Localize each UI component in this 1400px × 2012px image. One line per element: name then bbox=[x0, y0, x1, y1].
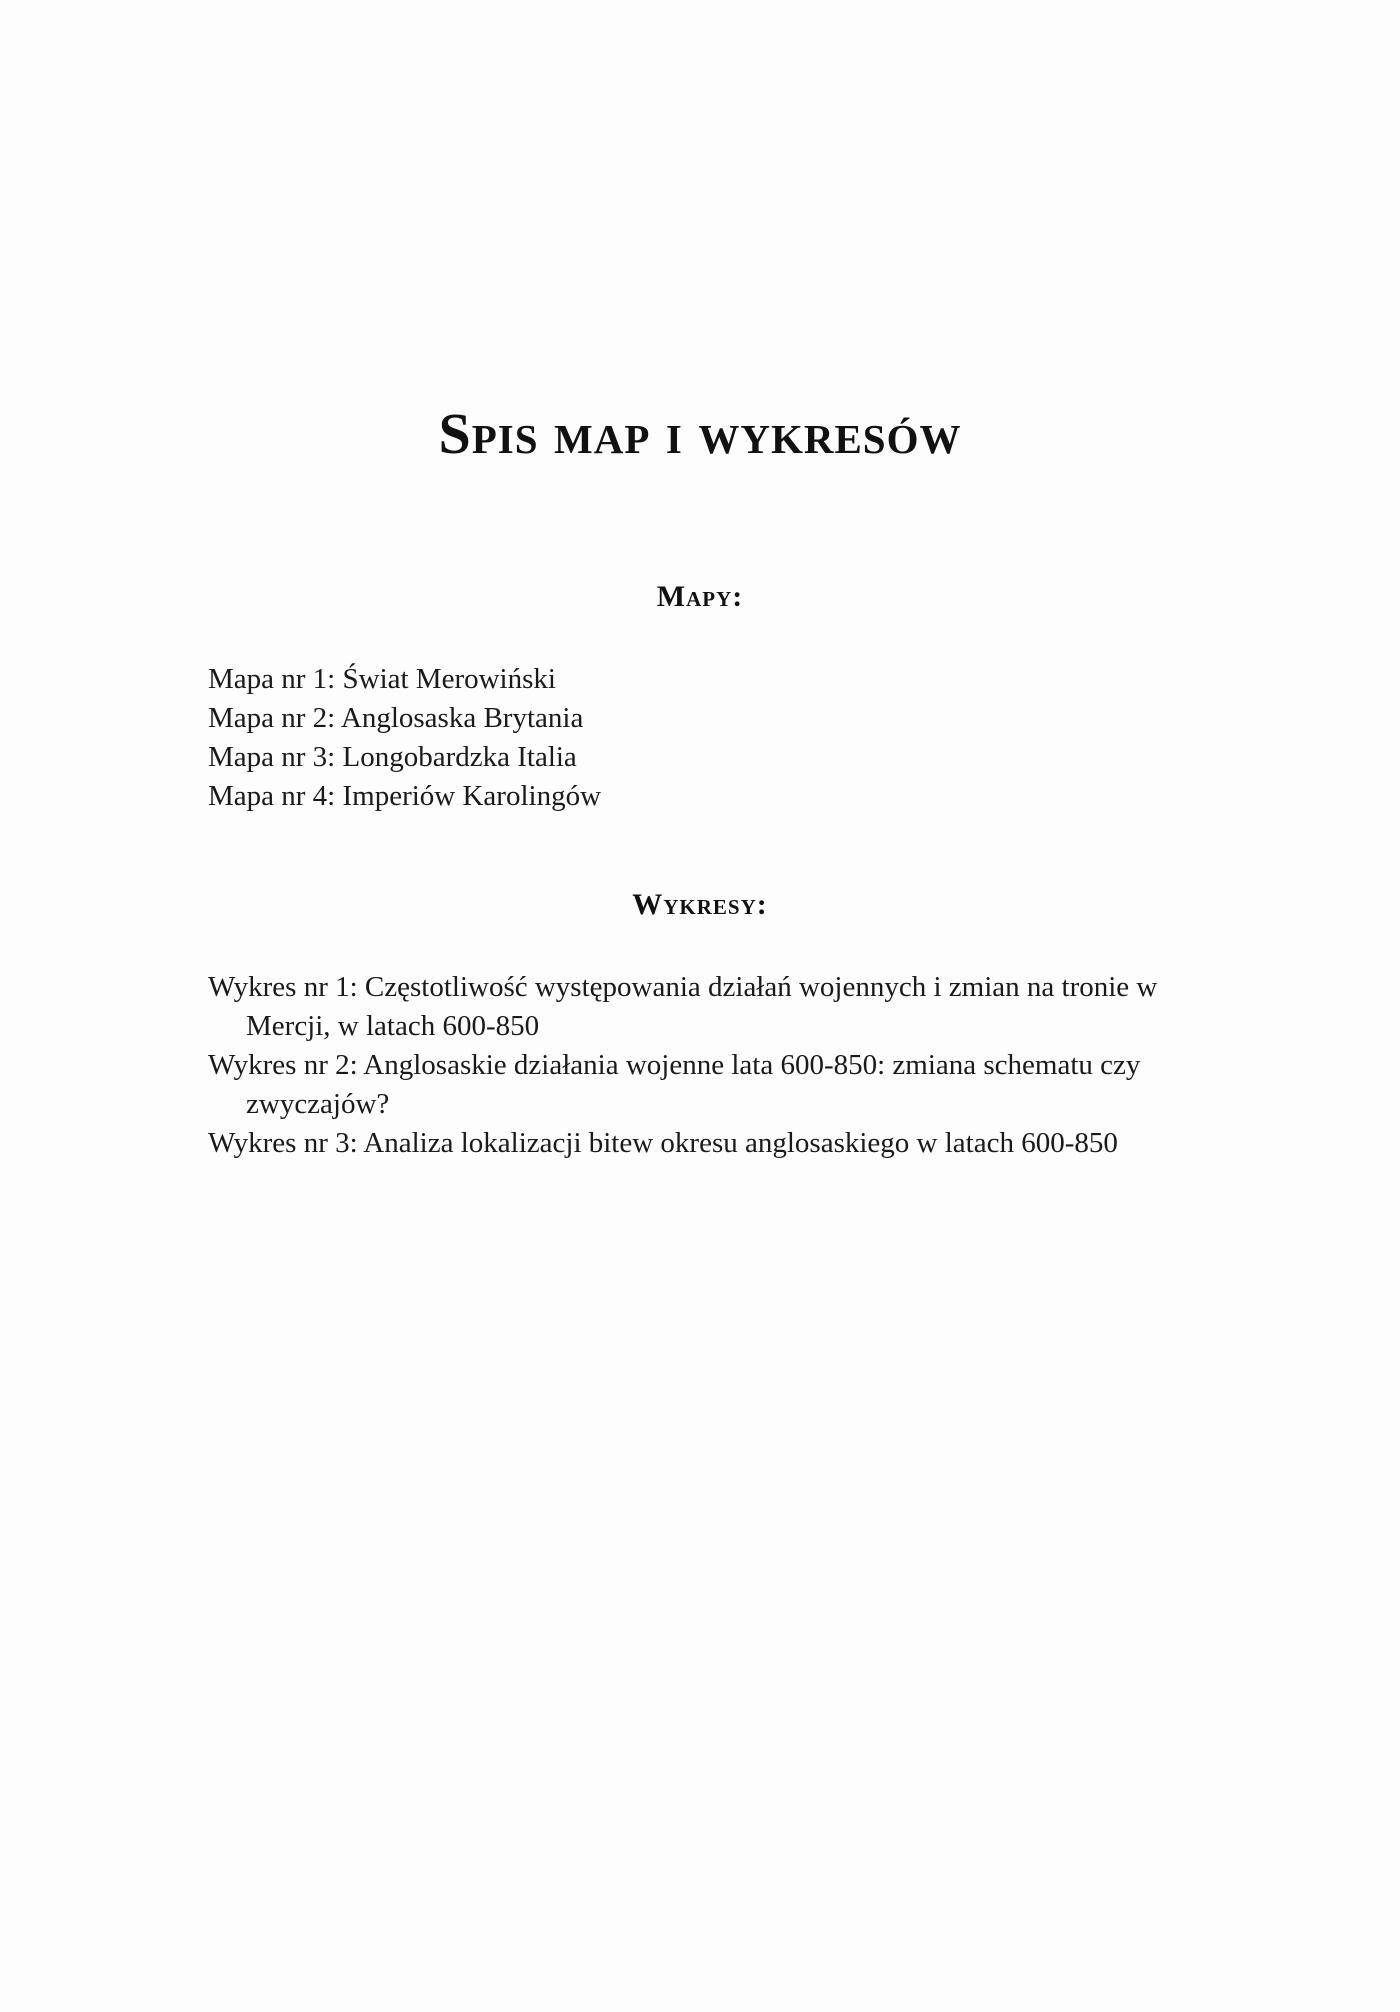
map-entry: Mapa nr 1: Świat Merowiński bbox=[208, 663, 556, 695]
chart-entry: Wykres nr 2: Anglosaskie działania wojenne lata 600-850: zmiana schematu czy zwyczajów? bbox=[208, 1049, 1141, 1120]
map-entry: Mapa nr 3: Longobardzka Italia bbox=[208, 741, 577, 773]
chart-entry: Wykres nr 3: Analiza lokalizacji bitew okresu anglosaskiego w latach 600-850 bbox=[208, 1127, 1118, 1159]
maps-heading: Mapy: bbox=[656, 580, 744, 613]
maps-list bbox=[208, 660, 1238, 816]
charts-heading: Wykresy: bbox=[632, 888, 768, 921]
chart-entry: Wykres nr 1: Częstotliwość występowania działań wojennych i zmian na tronie w Mercji, w latach 600-850 bbox=[208, 971, 1158, 1042]
map-entry: Mapa nr 2: Anglosaska Brytania bbox=[208, 702, 584, 734]
map-entry: Mapa nr 4: Imperiów Karolingów bbox=[208, 780, 602, 812]
page-title: Spis map i wykresów bbox=[438, 401, 962, 466]
charts-list bbox=[208, 968, 1238, 1163]
